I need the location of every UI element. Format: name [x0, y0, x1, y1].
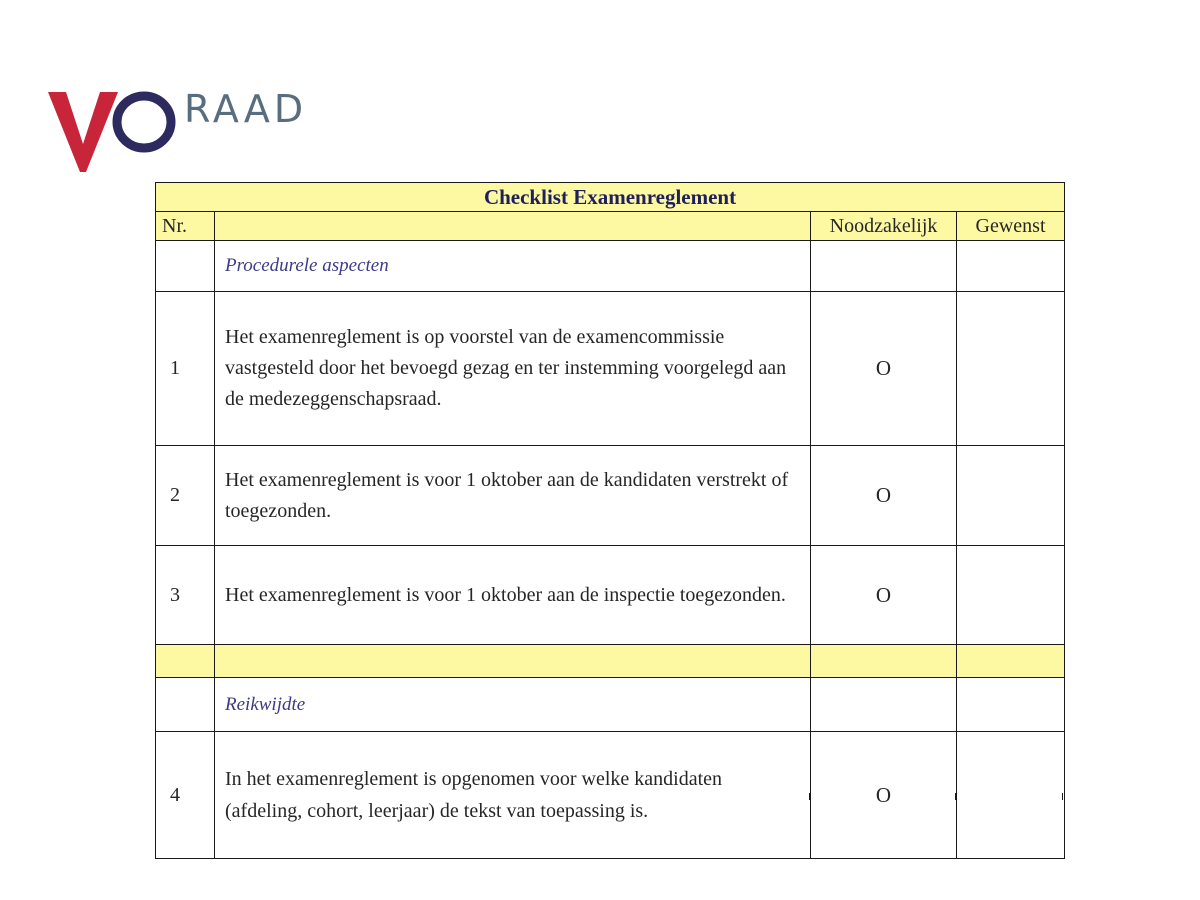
- vo-logo-mark: [48, 84, 188, 179]
- table-row: [156, 732, 1065, 859]
- item-text: Het examenreglement is voor 1 oktober aan de kandidaten verstrekt of toegezonden.: [215, 446, 811, 546]
- logo-text-raad: RAAD: [184, 87, 308, 131]
- table-continuation-line: [955, 793, 956, 800]
- table-continuation-line: [1062, 793, 1063, 800]
- section-separator-row: [156, 645, 1065, 678]
- section-row: [156, 678, 1065, 732]
- item-text: Het examenreglement is voor 1 oktober aan de inspectie toegezonden.: [215, 546, 811, 645]
- table-row: [156, 546, 1065, 645]
- section-title: Reikwijdte: [215, 678, 811, 732]
- item-necessary-mark: O: [811, 546, 957, 645]
- table-row: [156, 446, 1065, 546]
- section-desired-cell: [957, 678, 1065, 732]
- table-continuation-line: [214, 793, 215, 800]
- item-necessary-mark: O: [811, 446, 957, 546]
- table-title: Checklist Examenreglement: [156, 183, 1065, 212]
- checklist-table: [155, 182, 1065, 859]
- section-row: [156, 241, 1065, 292]
- table-header-row: [156, 212, 1065, 241]
- item-desired-mark: [957, 546, 1065, 645]
- vo-raad-logo: [48, 84, 318, 179]
- item-necessary-mark: O: [811, 732, 957, 859]
- item-number: 1: [156, 292, 215, 446]
- item-desired-mark: [957, 292, 1065, 446]
- item-desired-mark: [957, 446, 1065, 546]
- header-desired: Gewenst: [957, 212, 1065, 241]
- section-title: Procedurele aspecten: [215, 241, 811, 292]
- section-desired-cell: [957, 241, 1065, 292]
- item-number: 4: [156, 732, 215, 859]
- table-row: [156, 292, 1065, 446]
- item-text: Het examenreglement is op voorstel van de examencommissie vastgesteld door het bevoegd gezag en ter instemming voorgelegd aan de medezeggenschapsraad.: [215, 292, 811, 446]
- section-nr-cell: [156, 678, 215, 732]
- table-continuation-line: [809, 793, 810, 800]
- table-title-row: [156, 183, 1065, 212]
- item-number: 2: [156, 446, 215, 546]
- item-number: 3: [156, 546, 215, 645]
- section-nr-cell: [156, 241, 215, 292]
- section-necessary-cell: [811, 241, 957, 292]
- item-desired-mark: [957, 732, 1065, 859]
- header-nr: Nr.: [156, 212, 215, 241]
- table-continuation-line: [155, 793, 156, 800]
- header-description: [215, 212, 811, 241]
- item-necessary-mark: O: [811, 292, 957, 446]
- item-text: In het examenreglement is opgenomen voor welke kandidaten (afdeling, cohort, leerjaar) de tekst van toepassing is.: [215, 732, 811, 859]
- header-necessary: Noodzakelijk: [811, 212, 957, 241]
- section-necessary-cell: [811, 678, 957, 732]
